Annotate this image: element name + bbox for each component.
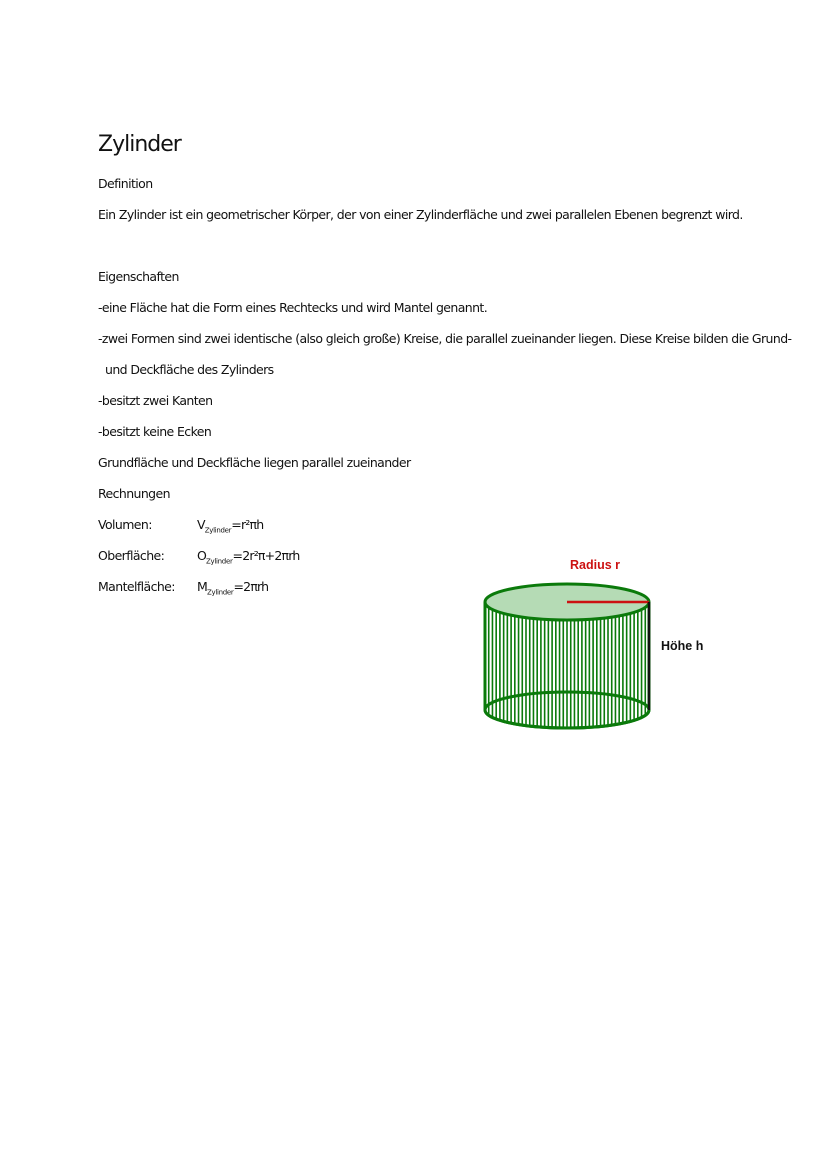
- property-item: und Deckfläche des Zylinders: [105, 362, 274, 377]
- lateral-formula: [197, 579, 268, 597]
- formula-expression: =2πrh: [233, 579, 269, 594]
- formula-symbol: V: [197, 517, 205, 532]
- radius-label: Radius r: [570, 558, 621, 572]
- formula-symbol: M: [197, 579, 207, 594]
- formula-subscript: Zylinder: [206, 557, 233, 566]
- volume-formula: [197, 517, 263, 535]
- formula-subscript: Zylinder: [207, 588, 234, 597]
- definition-heading: Definition: [98, 176, 153, 191]
- formula-expression: =2r²π+2πrh: [232, 548, 300, 563]
- property-item: -zwei Formen sind zwei identische (also gleich große) Kreise, die parallel zueinander liegen. Diese Kreise bilden die Grund-: [98, 331, 792, 346]
- lateral-label: Mantelfläche:: [98, 579, 175, 594]
- page-title: Zylinder: [98, 132, 181, 157]
- property-item: -besitzt zwei Kanten: [98, 393, 213, 408]
- properties-heading: Eigenschaften: [98, 269, 179, 284]
- calc-heading: Rechnungen: [98, 486, 170, 501]
- property-item: -besitzt keine Ecken: [98, 424, 212, 439]
- volume-label: Volumen:: [98, 517, 152, 532]
- property-item: Grundfläche und Deckfläche liegen parallel zueinander: [98, 455, 411, 470]
- surface-label: Oberfläche:: [98, 548, 165, 563]
- formula-subscript: Zylinder: [204, 526, 232, 535]
- cylinder-figure: [470, 545, 730, 745]
- formula-symbol: O: [197, 548, 207, 563]
- surface-formula: [197, 548, 299, 566]
- height-label: Höhe h: [661, 639, 704, 653]
- definition-text: Ein Zylinder ist ein geometrischer Körper, der von einer Zylinderfläche und zwei parallelen Ebenen begrenzt wird.: [98, 207, 743, 222]
- formula-expression: =r²πh: [231, 517, 264, 532]
- property-item: -eine Fläche hat die Form eines Rechtecks und wird Mantel genannt.: [98, 300, 488, 315]
